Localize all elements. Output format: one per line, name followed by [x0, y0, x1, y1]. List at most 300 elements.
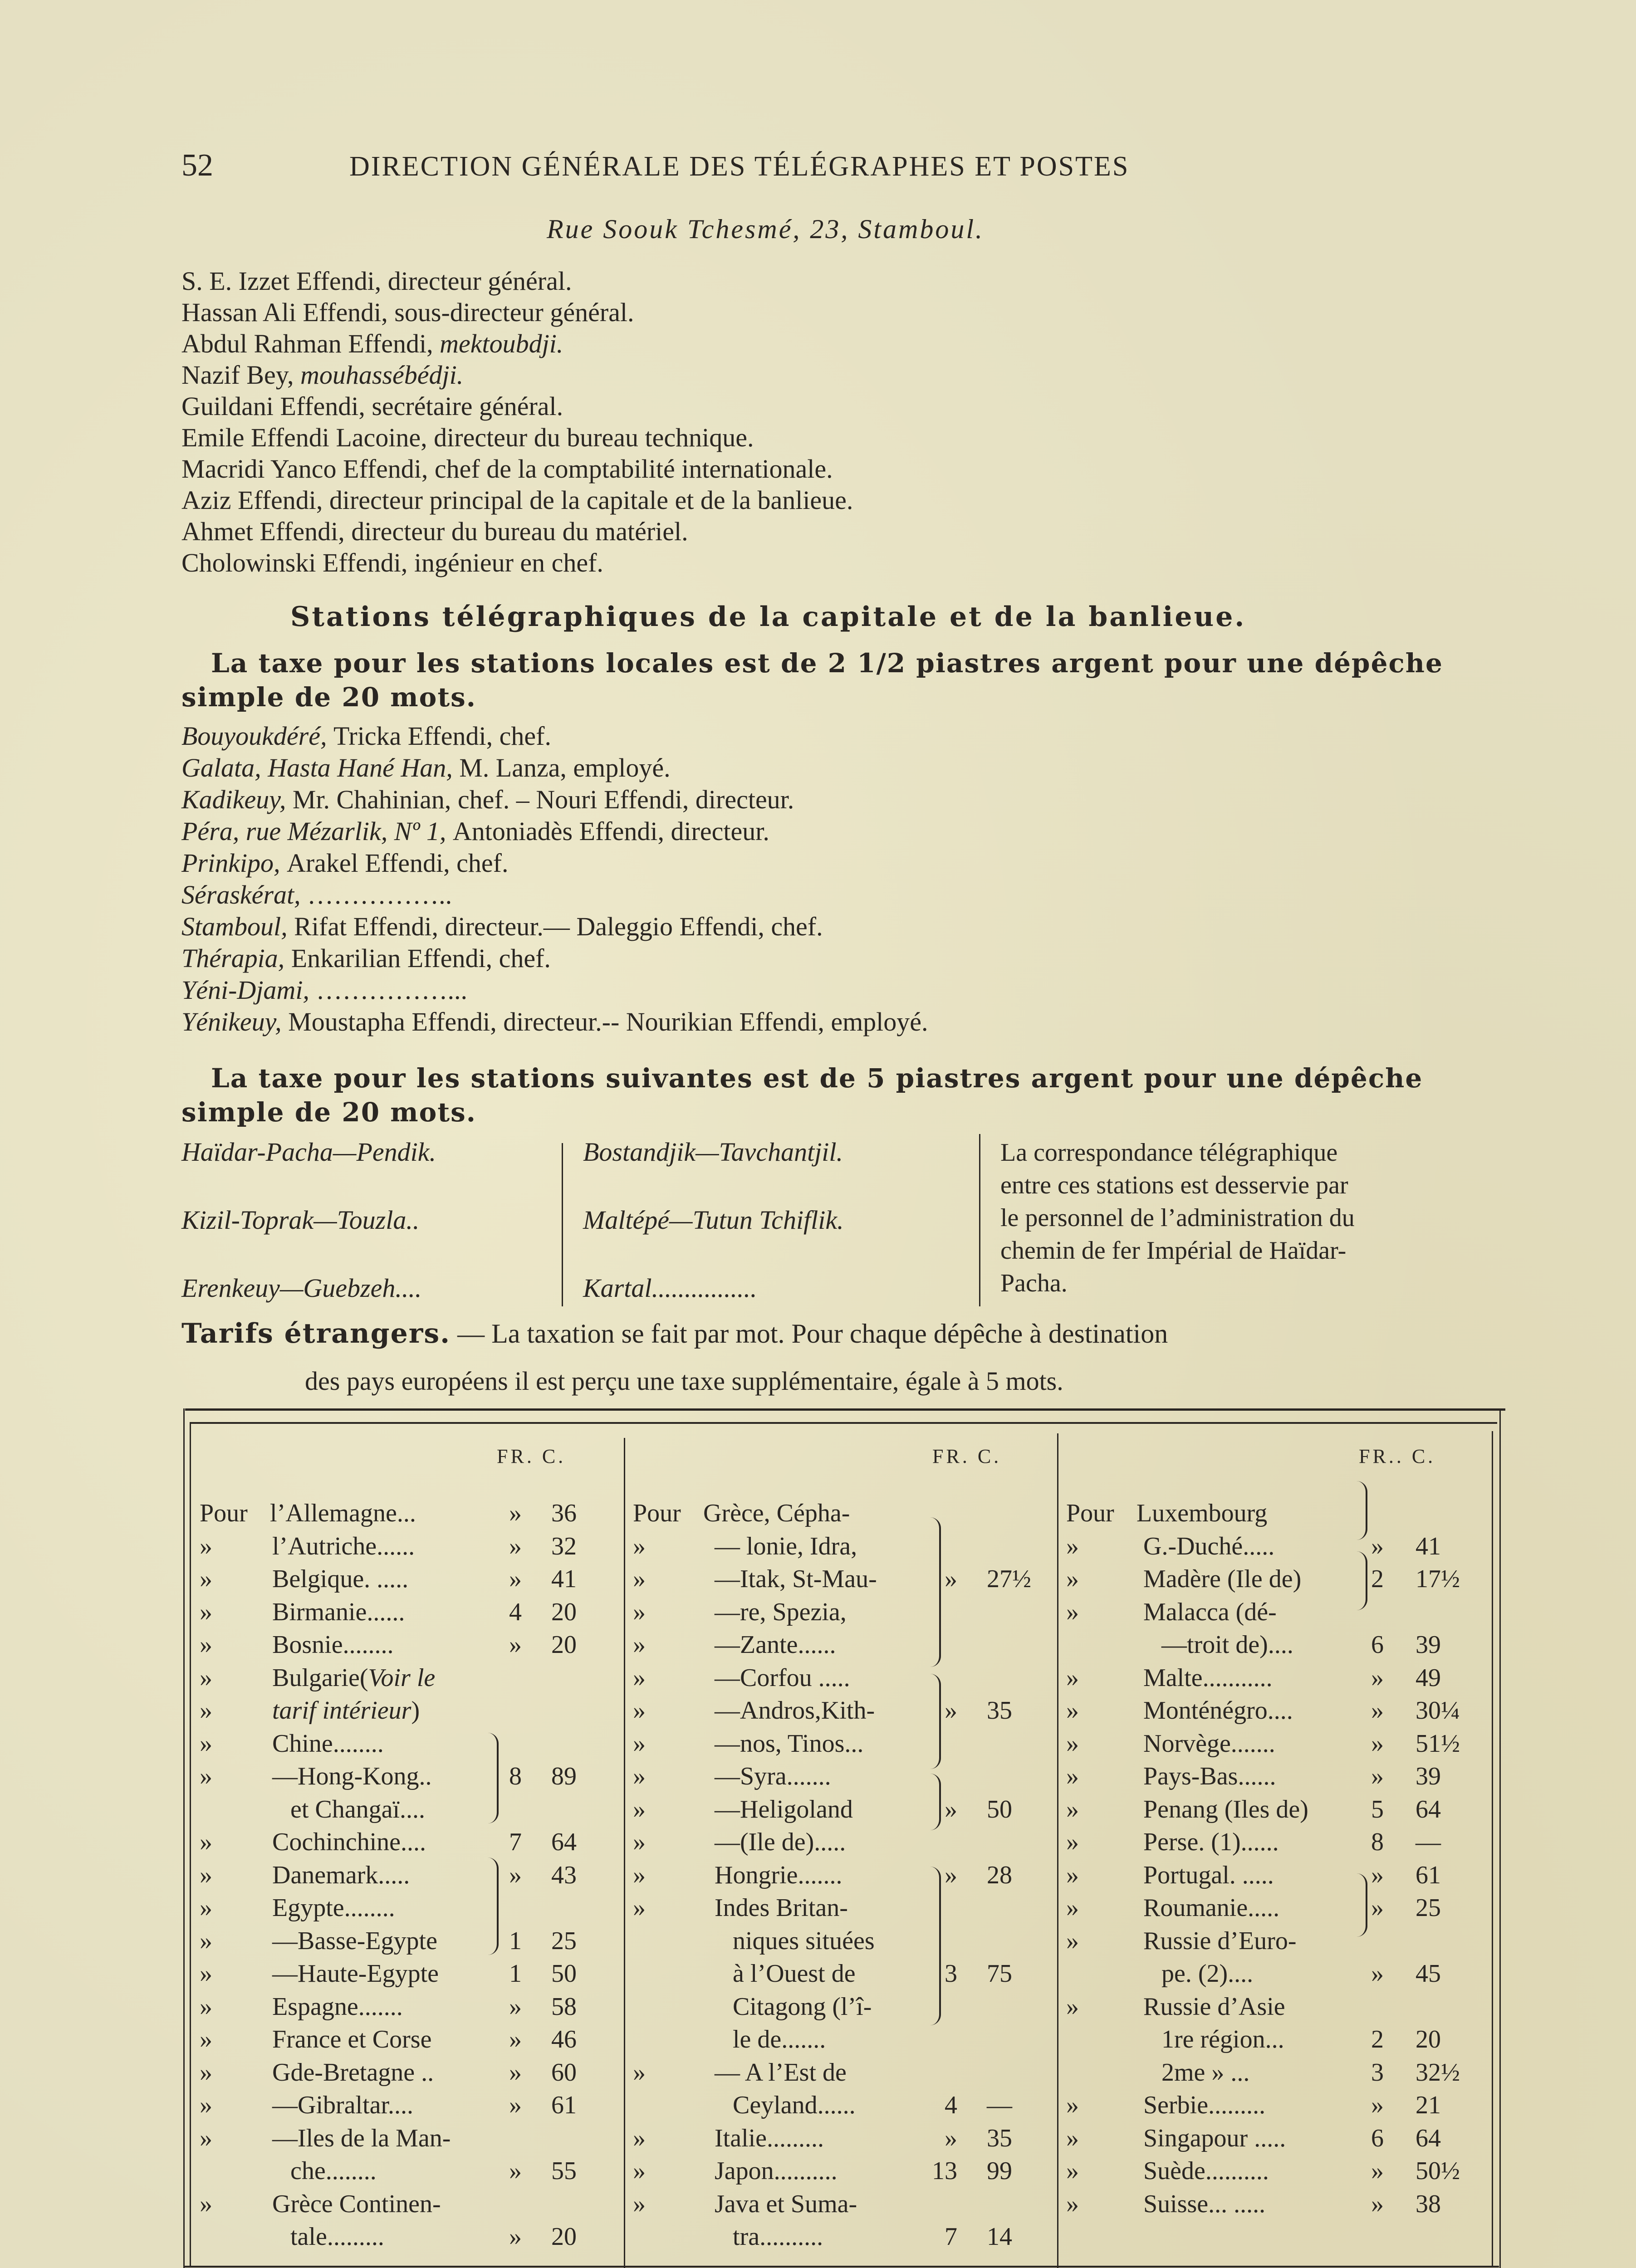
tariff-francs: » — [1371, 1663, 1384, 1692]
country-name — [1143, 1826, 1279, 1858]
ditto-mark: » — [200, 1861, 212, 1889]
tariff-centimes: 25 — [551, 1926, 577, 1955]
country-name-text: Egypte........ — [272, 1894, 395, 1922]
ditto-mark: » — [200, 2025, 212, 2053]
station-place: Séraskérat, — [181, 880, 308, 909]
staff-name: Nazif Bey, — [181, 360, 300, 390]
station-place: Kadikeuy, — [181, 785, 293, 814]
tariff-centimes: 38 — [1416, 2190, 1441, 2218]
ditto-mark: » — [1066, 1696, 1079, 1725]
country-name-text: —Hong-Kong.. — [272, 1762, 432, 1790]
tariff-centimes: 36 — [551, 1499, 577, 1527]
station-entry — [181, 720, 551, 752]
tariff-francs: » — [509, 1499, 522, 1527]
country-name-text: Bosnie........ — [272, 1631, 394, 1659]
station-entry — [181, 1006, 928, 1038]
country-name — [1161, 2023, 1284, 2056]
ditto-mark: » — [200, 1960, 212, 1988]
country-name — [715, 1628, 836, 1661]
ditto-mark: » — [200, 1631, 212, 1659]
country-name — [715, 1793, 853, 1826]
group-brace — [1357, 1551, 1367, 1610]
station-staff: Tricka Effendi, chef. — [333, 721, 551, 751]
country-name-text: Birmanie...... — [272, 1598, 405, 1626]
tariff-francs: » — [1371, 1696, 1384, 1725]
table-right-border — [1499, 1408, 1501, 2268]
country-name — [272, 2023, 431, 2056]
table-top-rule-inner — [191, 1422, 1497, 1424]
country-name-text: Luxembourg — [1136, 1499, 1268, 1527]
station-place: Bouyoukdéré, — [181, 721, 333, 751]
ditto-mark: » — [1066, 1894, 1079, 1922]
country-name — [715, 1662, 850, 1694]
country-name — [272, 1694, 420, 1727]
country-name — [715, 1727, 863, 1760]
tariff-francs: 7 — [945, 2223, 957, 2251]
ditto-mark: » — [200, 1926, 212, 1955]
country-name-text: à l’Ouest de — [733, 1960, 856, 1988]
tariff-centimes: 61 — [1416, 1861, 1441, 1889]
country-name — [272, 2188, 441, 2220]
ditto-mark: » — [200, 2091, 212, 2119]
tariff-francs: » — [1371, 1762, 1384, 1790]
country-name — [1143, 1727, 1275, 1760]
station-entry — [181, 911, 823, 943]
country-name-text: Java et Suma- — [715, 2190, 857, 2218]
ditto-mark: » — [200, 1992, 212, 2021]
ditto-mark: » — [200, 1565, 212, 1593]
tariff-francs: 1 — [509, 1926, 522, 1955]
country-name-text: —Zante...... — [715, 1631, 836, 1659]
ditto-mark: » — [1066, 1795, 1079, 1823]
staff-title: directeur du bureau du matériel. — [351, 517, 688, 546]
ditto-mark: » — [200, 1828, 212, 1856]
staff-title: directeur principal de la capitale et de la banlieue. — [329, 485, 853, 515]
note-line: le personnel de l’administration du — [1000, 1204, 1355, 1232]
country-name — [1143, 2155, 1269, 2187]
staff-entry — [181, 391, 563, 422]
staff-name: Guildani Effendi, — [181, 391, 372, 421]
country-name — [715, 2122, 824, 2155]
station-place: Yénikeuy, — [181, 1007, 289, 1036]
country-name-text: —Corfou ..... — [715, 1663, 850, 1692]
country-name — [1143, 1760, 1276, 1793]
country-name — [715, 1826, 846, 1858]
country-name — [1143, 1596, 1277, 1628]
tariff-centimes: 89 — [551, 1762, 577, 1790]
country-name-text: —nos, Tinos... — [715, 1729, 864, 1758]
country-name — [290, 1793, 425, 1826]
country-name-text: tra.......... — [733, 2223, 823, 2251]
country-name-text: — A l’Est de — [715, 2058, 847, 2087]
ditto-mark: » — [633, 1598, 646, 1626]
ditto-mark: » — [200, 1696, 212, 1725]
country-name — [715, 2155, 838, 2187]
tariff-francs: » — [1371, 1532, 1384, 1560]
station-staff: Arakel Effendi, chef. — [286, 848, 509, 878]
country-name-text: G.-Duché..... — [1143, 1532, 1275, 1560]
country-name — [733, 2023, 826, 2056]
country-name-text: Pays-Bas...... — [1143, 1762, 1276, 1790]
tariff-centimes: 60 — [551, 2058, 577, 2087]
ditto-mark: » — [200, 2124, 212, 2152]
local-stations-heading: Stations télégraphiques de la capitale et de la banlieue. — [290, 601, 1246, 633]
staff-name: Cholowinski Effendi, — [181, 548, 414, 577]
tariff-francs: 4 — [945, 2091, 957, 2119]
country-name — [270, 1497, 416, 1530]
tariff-francs: 2 — [1371, 2025, 1384, 2053]
tariff-francs: » — [945, 1696, 957, 1725]
tariff-francs: » — [1371, 1729, 1384, 1758]
country-name-text: Norvège....... — [1143, 1729, 1275, 1758]
group-brace — [1357, 1873, 1367, 1937]
country-name — [272, 2089, 413, 2121]
country-name-text: Serbie......... — [1143, 2091, 1266, 2119]
ditto-mark: » — [1066, 2091, 1079, 2119]
country-name — [290, 2155, 377, 2187]
tariff-francs: 13 — [932, 2157, 957, 2185]
country-name — [272, 1727, 384, 1760]
country-name — [272, 1826, 426, 1858]
station-place: Thérapia, — [181, 943, 291, 973]
country-name — [1143, 1530, 1274, 1563]
ditto-mark: » — [633, 1828, 646, 1856]
country-name — [272, 1990, 403, 2023]
country-name-text: Ceyland...... — [733, 2091, 856, 2119]
tariff-francs: » — [945, 1861, 957, 1889]
foreign-text-2: des pays européens il est perçu une taxe supplémentaire, égale à 5 mots. — [305, 1366, 1063, 1396]
staff-entry — [181, 265, 572, 297]
tariff-centimes: 39 — [1416, 1762, 1441, 1790]
staff-name: Ahmet Effendi, — [181, 517, 352, 546]
tariff-centimes: 25 — [1416, 1894, 1441, 1922]
station-entry — [181, 943, 551, 974]
column-header-fr-c: FR. C. — [932, 1445, 1002, 1467]
country-name — [715, 1530, 857, 1563]
staff-name: Macridi Yanco Effendi, — [181, 454, 435, 484]
suburban-station-pair: Haïdar-Pacha—Pendik. — [181, 1137, 436, 1167]
tariff-centimes: 61 — [551, 2091, 577, 2119]
station-entry — [181, 816, 769, 847]
pour-label: Pour — [200, 1499, 248, 1527]
tariff-francs: » — [509, 1992, 522, 2021]
tariff-centimes: 50 — [551, 1960, 577, 1988]
country-name-text: Indes Britan- — [715, 1894, 848, 1922]
ditto-mark: » — [633, 2190, 646, 2218]
ditto-mark: » — [1066, 2190, 1079, 2218]
country-name-text: tale......... — [290, 2223, 384, 2251]
station-entry — [181, 974, 467, 1006]
tariff-francs: » — [509, 1631, 522, 1659]
tariff-centimes: 49 — [1416, 1663, 1441, 1692]
country-name-text: Belgique. ..... — [272, 1565, 409, 1593]
station-entry — [181, 879, 452, 911]
tariff-centimes: 64 — [1416, 2124, 1441, 2152]
ditto-mark: » — [633, 2124, 646, 2152]
ditto-mark: » — [1066, 1992, 1079, 2021]
staff-title: secrétaire général. — [372, 391, 563, 421]
country-name — [715, 1563, 877, 1595]
tariff-francs: » — [509, 1861, 522, 1889]
country-name-text: che........ — [290, 2157, 377, 2185]
staff-title: sous-directeur général. — [394, 298, 634, 327]
ditto-mark: » — [1066, 1926, 1079, 1955]
country-name — [715, 1760, 831, 1793]
suburban-station-pair: Kizil-Toprak—Touzla.. — [181, 1205, 420, 1235]
tariff-francs: » — [1371, 2091, 1384, 2119]
tariff-francs: 3 — [945, 1960, 957, 1988]
country-name — [1143, 1563, 1301, 1595]
country-name-text: Penang (Iles de) — [1143, 1795, 1308, 1823]
group-brace — [930, 1674, 941, 1769]
station-place: Prinkipo, — [181, 848, 287, 878]
country-name — [1161, 1628, 1293, 1661]
tariff-centimes: 41 — [1416, 1532, 1441, 1560]
ditto-mark: » — [633, 1795, 646, 1823]
tariff-francs: » — [1371, 2157, 1384, 2185]
ditto-mark: » — [1066, 2157, 1079, 2185]
table-top-rule — [185, 1408, 1505, 1411]
tariff-centimes: 20 — [1416, 2025, 1441, 2053]
tariff-centimes: 50 — [987, 1795, 1012, 1823]
country-name — [272, 1596, 405, 1628]
country-name-text: Cochinchine.... — [272, 1828, 426, 1856]
country-name — [272, 1662, 435, 1694]
country-name-text: niques situées — [733, 1926, 875, 1955]
tariff-centimes: 28 — [987, 1861, 1012, 1889]
station-place: Yéni-Djami, — [181, 975, 316, 1005]
country-name-text: Gde-Bretagne .. — [272, 2058, 434, 2087]
station-place: Galata, Hasta Hané Han, — [181, 753, 460, 782]
table-left-border-inner — [190, 1422, 191, 2266]
tariff-francs: » — [509, 2025, 522, 2053]
tariff-francs: » — [509, 2157, 522, 2185]
note-line: entre ces stations est desservie par — [1000, 1171, 1348, 1199]
country-name — [1136, 1497, 1267, 1530]
country-name-text: Malacca (dé- — [1143, 1598, 1277, 1626]
station-staff: Enkarilian Effendi, chef. — [291, 943, 551, 973]
local-tax-line-1: La taxe pour les stations locales est de 2 1/2 piastres argent pour une dépêche — [211, 648, 1443, 679]
staff-name: Hassan Ali Effendi, — [181, 298, 395, 327]
country-name-text: l’Autriche...... — [272, 1532, 415, 1560]
country-name-text: Bulgarie( — [272, 1663, 368, 1692]
tariff-francs: » — [1371, 2190, 1384, 2218]
country-name-text: —re, Spezia, — [715, 1598, 847, 1626]
country-name — [1143, 1859, 1274, 1892]
brace-divider — [562, 1143, 563, 1306]
ditto-mark: » — [633, 1565, 646, 1593]
country-name-text: Japon.......... — [715, 2157, 838, 2185]
staff-entry — [181, 516, 688, 547]
country-name — [715, 2188, 857, 2220]
suburban-tax-line-2: simple de 20 mots. — [181, 1097, 476, 1128]
tariff-centimes: 35 — [987, 2124, 1012, 2152]
country-name — [272, 2122, 451, 2155]
tariff-centimes: — — [987, 2091, 1012, 2119]
staff-entry — [181, 484, 853, 516]
country-name — [715, 1694, 875, 1727]
ditto-mark: » — [633, 1631, 646, 1659]
country-name-text: 2me » ... — [1161, 2058, 1250, 2087]
tariff-francs: 6 — [1371, 2124, 1384, 2152]
ditto-mark: » — [200, 1598, 212, 1626]
country-name — [1161, 2056, 1249, 2089]
ditto-mark: » — [200, 1729, 212, 1758]
country-name — [1143, 1892, 1279, 1924]
tariff-francs: » — [1371, 1894, 1384, 1922]
ditto-mark: » — [1066, 1663, 1079, 1692]
table-left-border — [183, 1408, 185, 2268]
country-name-text: —Basse-Egypte — [272, 1926, 437, 1955]
staff-title: ingénieur en chef. — [414, 548, 603, 577]
note-line: La correspondance télégraphique — [1000, 1139, 1338, 1167]
station-staff: Mr. Chahinian, chef. – Nouri Effendi, directeur. — [292, 785, 794, 814]
tariff-francs: » — [945, 1795, 957, 1823]
country-name — [733, 2089, 856, 2121]
country-name-text: —Haute-Egypte — [272, 1960, 439, 1988]
tariff-francs: » — [945, 1565, 957, 1593]
country-name — [1143, 1694, 1293, 1727]
ditto-mark: » — [633, 1762, 646, 1790]
station-place: Péra, rue Mézarlik, Nº 1, — [181, 816, 453, 846]
country-name-text: et Changaï.... — [290, 1795, 426, 1823]
country-name — [272, 1530, 415, 1563]
column-header-fr-c: FR.. C. — [1359, 1445, 1436, 1467]
ditto-mark: » — [200, 1894, 212, 1922]
staff-entry — [181, 547, 603, 579]
tariff-francs: » — [509, 2058, 522, 2087]
ditto-mark: » — [633, 1729, 646, 1758]
country-name — [715, 1859, 842, 1892]
tariff-centimes: 20 — [551, 2223, 577, 2251]
tariff-francs: 7 — [509, 1828, 522, 1856]
country-name-text: l’Allemagne... — [270, 1499, 416, 1527]
tariff-francs: » — [945, 2124, 957, 2152]
tariff-francs: 8 — [509, 1762, 522, 1790]
ditto-mark: » — [1066, 2124, 1079, 2152]
country-name-text: Danemark..... — [272, 1861, 410, 1889]
pour-label: Pour — [633, 1499, 681, 1527]
country-name — [733, 1990, 872, 2023]
country-name-paren: ) — [411, 1696, 420, 1725]
tariff-centimes: 43 — [551, 1861, 577, 1889]
country-name — [272, 1628, 394, 1661]
tariff-centimes: 99 — [987, 2157, 1012, 2185]
foreign-intro — [181, 1318, 1168, 1349]
tariff-francs: » — [509, 1532, 522, 1560]
country-name — [715, 1596, 847, 1628]
station-staff: M. Lanza, employé. — [459, 753, 671, 782]
country-name-text: France et Corse — [272, 2025, 432, 2053]
tariff-francs: » — [1371, 1960, 1384, 1988]
station-staff: …………….. — [307, 880, 452, 909]
country-name — [1143, 2122, 1286, 2155]
tariff-centimes: 17½ — [1416, 1565, 1460, 1593]
tariff-centimes: 32 — [551, 1532, 577, 1560]
station-entry — [181, 752, 671, 784]
pour-label: Pour — [1066, 1499, 1114, 1527]
table-column-divider — [624, 1438, 625, 2268]
tariff-francs: 5 — [1371, 1795, 1384, 1823]
country-name — [272, 1859, 410, 1892]
foreign-text-1: — La taxation se fait par mot. Pour chaque dépêche à destination — [457, 1319, 1168, 1349]
country-name — [703, 1497, 850, 1530]
station-entry — [181, 784, 794, 816]
staff-name: Aziz Effendi, — [181, 485, 329, 515]
country-name-text: le de....... — [733, 2025, 826, 2053]
country-name — [715, 2056, 847, 2089]
country-name — [733, 2220, 823, 2253]
staff-entry — [181, 328, 563, 360]
ditto-mark: » — [633, 1696, 646, 1725]
country-name — [1161, 1957, 1253, 1990]
table-bottom-rule — [183, 2266, 1499, 2268]
country-name-text: —Iles de la Man- — [272, 2124, 451, 2152]
staff-name: S. E. Izzet Effendi, — [181, 266, 388, 296]
tariff-centimes: 30¼ — [1416, 1696, 1460, 1725]
tariff-francs: 4 — [509, 1598, 522, 1626]
staff-title: mektoubdji. — [440, 329, 563, 358]
country-name-text: Monténégro.... — [1143, 1696, 1293, 1725]
country-name-text: Hongrie....... — [715, 1861, 842, 1889]
group-brace — [930, 1867, 941, 2025]
ditto-mark: » — [633, 1532, 646, 1560]
suburban-note — [1000, 1136, 1355, 1300]
tariff-francs: » — [509, 2223, 522, 2251]
country-name-text: Perse. (1)...... — [1143, 1828, 1279, 1856]
station-staff: ……………... — [316, 975, 467, 1005]
tariff-francs: » — [1371, 1861, 1384, 1889]
country-name-text: Grèce Continen- — [272, 2190, 441, 2218]
staff-name: Emile Effendi Lacoine, — [181, 423, 434, 452]
ditto-mark: » — [1066, 1565, 1079, 1593]
country-name-text: pe. (2).... — [1161, 1960, 1254, 1988]
country-name — [1143, 1662, 1273, 1694]
tariff-francs: » — [509, 2091, 522, 2119]
ditto-mark: » — [1066, 1729, 1079, 1758]
ditto-mark: » — [200, 1762, 212, 1790]
ditto-mark: » — [633, 2157, 646, 2185]
country-name-text: Singapour ..... — [1143, 2124, 1286, 2152]
tariff-centimes: 50½ — [1416, 2157, 1460, 2185]
ditto-mark: » — [1066, 1861, 1079, 1889]
tariff-francs: 2 — [1371, 1565, 1384, 1593]
tariff-centimes: 64 — [551, 1828, 577, 1856]
suburban-station-pair: Maltépé—Tutun Tchiflik. — [583, 1205, 844, 1235]
local-tax-line-2: simple de 20 mots. — [181, 682, 476, 713]
country-name-text: —(Ile de)..... — [715, 1828, 846, 1856]
country-name-text: —troit de).... — [1161, 1631, 1293, 1659]
table-right-border-inner — [1492, 1431, 1493, 2266]
country-name — [1143, 2188, 1265, 2220]
staff-entry — [181, 359, 463, 391]
page-number: 52 — [181, 148, 213, 183]
foreign-label: Tarifs étrangers. — [181, 1318, 451, 1349]
country-name — [1143, 1793, 1308, 1826]
station-entry — [181, 847, 508, 879]
ditto-mark: » — [200, 1663, 212, 1692]
station-place: Stamboul, — [181, 912, 294, 941]
brace-divider — [979, 1134, 980, 1306]
suburban-station-pair: Erenkeuy—Guebzeh.... — [181, 1273, 422, 1303]
tariff-centimes: 55 — [551, 2157, 577, 2185]
country-name-text: Chine........ — [272, 1729, 384, 1758]
ditto-mark: » — [1066, 1532, 1079, 1560]
group-brace — [1357, 1481, 1367, 1540]
tariff-centimes: 35 — [987, 1696, 1012, 1725]
country-name-text: Portugal. ..... — [1143, 1861, 1274, 1889]
tariff-centimes: 75 — [987, 1960, 1012, 1988]
